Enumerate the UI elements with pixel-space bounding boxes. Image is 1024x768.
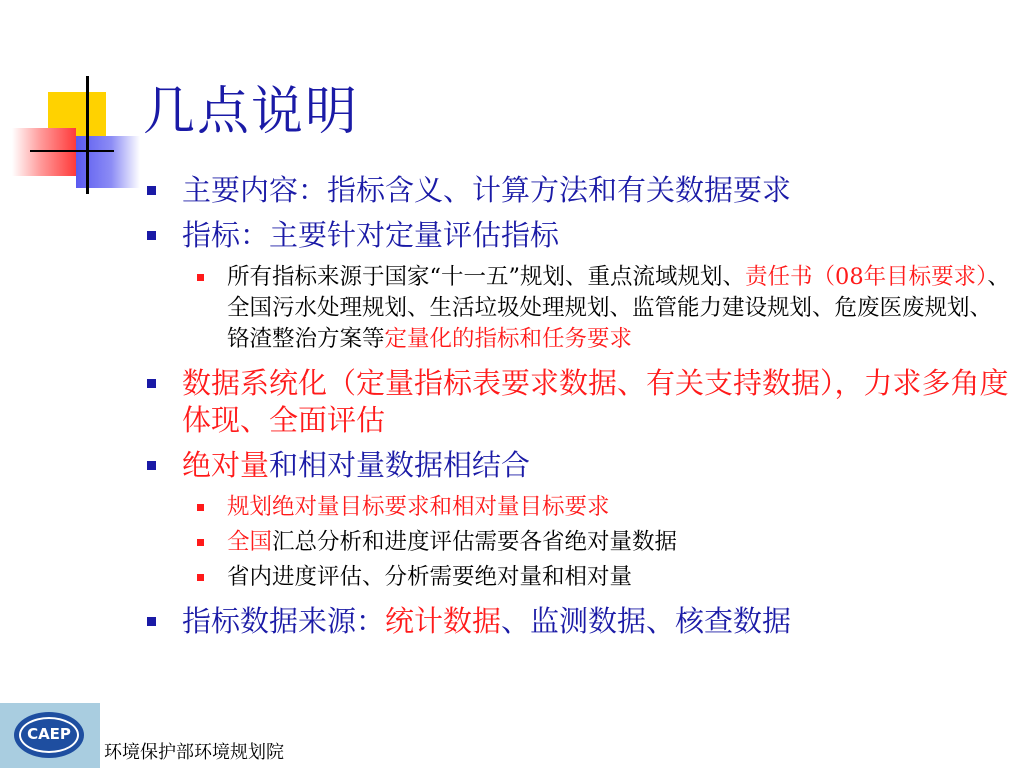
subbullet-square-icon [197,574,204,581]
bullet-main-content [140,172,1010,209]
subbullet-indicator-sources [140,262,1010,355]
bullet-text-red: 绝对量 [182,448,270,482]
bullet-text-blue: 指标数据来源： [182,604,386,638]
bullet-square-icon [147,617,156,626]
logo-text: CAEP [27,725,71,743]
bullet-square-icon [147,461,156,470]
subbullet-text-part3: 、全国污水处理规划、生活垃圾处理规划、监管能力建设规划、危废医废规划、铬渣整治方案等 [227,264,1010,352]
bullet-text-red: 统计数据 [385,604,502,638]
subbullet-square-icon [197,539,204,546]
bullet-square-icon [147,379,156,388]
bullet-text-blue: 和相对量数据相结合 [269,448,531,482]
bullet-square-icon [147,186,156,195]
subbullet-text-part1: 所有指标来源于国家“十一五”规划、重点流域规划、 [227,264,746,290]
bullet-data-sources [140,603,1010,640]
decor-vertical-line [86,76,89,194]
slide-content [140,172,1010,648]
decor-horizontal-line [30,150,114,152]
subbullet-text: 规划绝对量目标要求和相对量目标要求 [227,494,610,520]
subbullet-provincial-evaluation [140,562,1010,593]
caep-logo [0,703,100,768]
subbullet-text-red: 全国 [227,529,273,555]
bullet-data-systematization [140,365,1010,439]
subbullet-square-icon [197,274,204,281]
subbullet-text-black: 汇总分析和进度评估需要各省绝对量数据 [272,529,678,555]
bullet-indicators [140,217,1010,254]
bullet-text: 指标：主要针对定量评估指标 [182,218,560,252]
subbullet-text-part4: 定量化的指标和任务要求 [384,326,633,352]
slide-title: 几点说明 [143,82,360,142]
subbullet-square-icon [197,504,204,511]
subbullet-absolute-targets [140,492,1010,523]
bullet-absolute-relative [140,447,1010,484]
footer-organization: 环境保护部环境规划院 [104,742,284,763]
subbullet-text: 省内进度评估、分析需要绝对量和相对量 [227,564,633,590]
bullet-square-icon [147,231,156,240]
bullet-text-blue-rest: 、监测数据、核查数据 [501,604,792,638]
bullet-text: 主要内容：指标含义、计算方法和有关数据要求 [182,173,792,207]
caep-logo-icon [14,712,84,758]
decor-red-gradient-block [12,128,76,176]
subbullet-text-part2: 责任书（08年目标要求） [745,264,988,290]
subbullet-national-summary [140,527,1010,558]
bullet-text: 数据系统化（定量指标表要求数据、有关支持数据），力求多角度体现、全面评估 [182,366,1009,437]
